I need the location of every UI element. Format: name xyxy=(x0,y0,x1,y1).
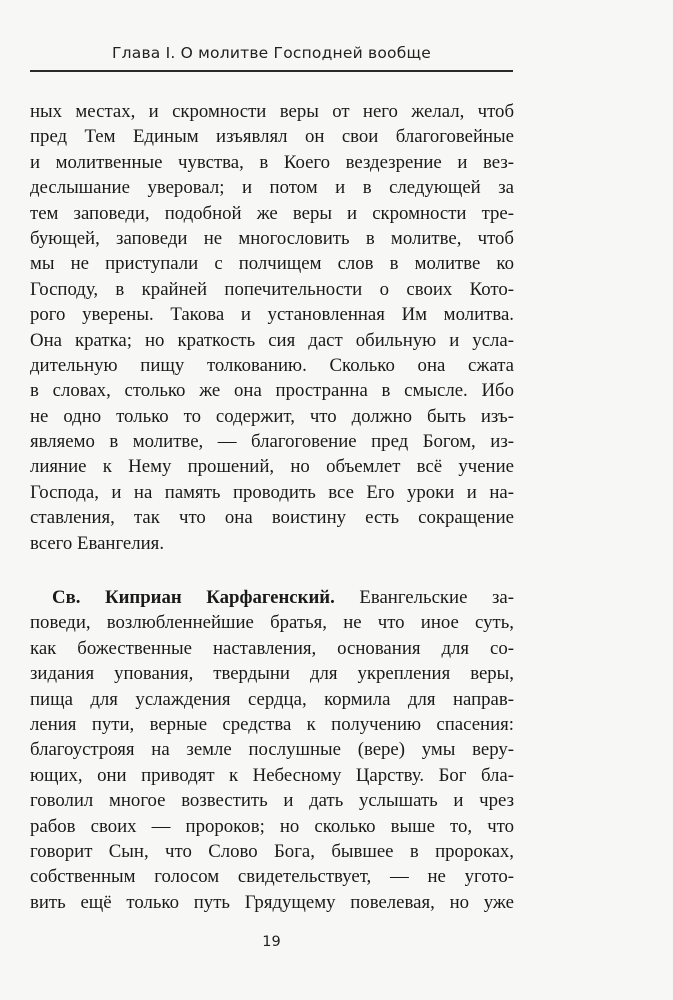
text-fragment: Евангельские за- xyxy=(359,587,514,608)
text-line: ющих, они приводят к Небесному Царству. Бог бла- xyxy=(30,764,514,786)
text-line: Господу, в крайней попечительности о своих Кото- xyxy=(30,278,514,300)
text-line: и молитвенные чувства, в Коего вездезрение и вез- xyxy=(30,151,514,173)
text-line: ных местах, и скромности веры от него желал, чтоб xyxy=(30,101,514,122)
text-line xyxy=(30,585,514,610)
text-line: зидания упования, твердыни для укрепления веры, xyxy=(30,663,514,685)
text-line: пища для услаждения сердца, кормила для направ- xyxy=(30,688,514,710)
text-line: ставления, так что она воистину есть сокращение xyxy=(30,507,514,529)
text-line: не одно только то содержит, что должно быть изъ- xyxy=(30,405,514,427)
text-line: рабов своих — пророков; но сколько выше то, что xyxy=(30,815,514,837)
text-line: вить ещё только путь Грядущему повелевая, но уже xyxy=(30,891,514,913)
text-line: являемо в молитве, — благоговение пред Богом, из- xyxy=(30,431,514,453)
text-line: лияние к Нему прошений, но объемлет всё учение xyxy=(30,456,514,478)
text-line: поведи, возлюбленнейшие братья, не что иное суть, xyxy=(30,612,514,634)
text-line: ления пути, верные средства к получению спасения: xyxy=(30,713,514,735)
text-line: пред Тем Единым изъявлял он свои благоговейные xyxy=(30,126,514,148)
text-line: всего Евангелия. xyxy=(30,532,165,554)
text-line: говолил многое возвестить и дать услышать и чрез xyxy=(30,790,514,812)
text-line: тем заповеди, подобной же веры и скромности тре- xyxy=(30,202,514,224)
author-name: Св. Киприан Карфагенский. xyxy=(52,587,335,608)
text-line: рого уверены. Такова и установленная Им молитва. xyxy=(30,304,514,326)
text-line: дительную пищу толкованию. Сколько она сжата xyxy=(30,354,514,376)
text-line: говорит Сын, что Слово Бога, бывшее в пророках, xyxy=(30,840,514,862)
text-line: Господа, и на память проводить все Его уроки и на- xyxy=(30,481,514,503)
running-head: Глава I. О молитве Господней вообще xyxy=(111,44,431,62)
text-line: благоустрояя на земле послушные (вере) умы веру- xyxy=(30,739,514,761)
text-line: мы не приступали с полчищем слов в молитве ко xyxy=(30,253,514,275)
text-line: в словах, столько же она пространна в смысле. Ибо xyxy=(30,380,514,402)
paragraph-2 xyxy=(30,585,514,915)
page-number: 19 xyxy=(262,934,281,950)
text-line: бующей, заповеди не многословить в молитве, чтоб xyxy=(30,227,514,249)
text-line: Она кратка; но краткость сия даст обильную и усла- xyxy=(30,329,514,351)
header-rule xyxy=(30,70,513,72)
text-line: как божественные наставления, основания для со- xyxy=(30,637,514,659)
text-line: деслышание уверовал; и потом и в следующей за xyxy=(30,177,514,199)
paragraph-1 xyxy=(30,99,514,556)
text-line: собственным голосом свидетельствует, — не угото- xyxy=(30,866,514,888)
